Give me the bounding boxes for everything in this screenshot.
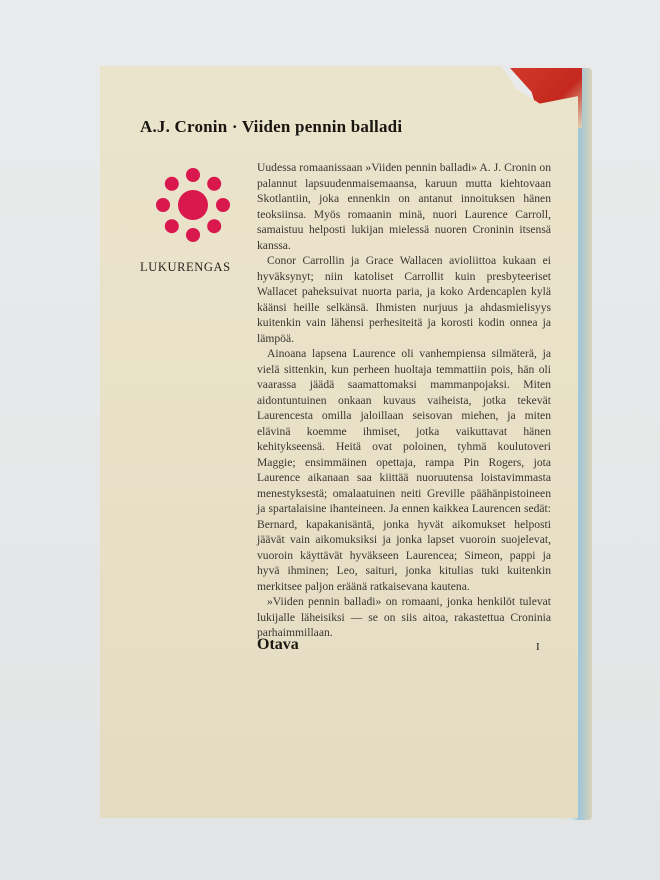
book-title: A.J. Cronin · Viiden pennin balladi [140,117,403,136]
blurb-paragraph: Uudessa romaanissaan »Viiden pennin balladi» A. J. Cronin on palannut lapsuudenmaisemaansa, karuun mutta kiehtovaan Skotlantiin, joka ennenkin on antanut innoituksen hänen teoksiinsa. Myös romaanin minä, nuori Laurence Carroll, samaistuu helposti lukijan mielessä nuoren Croninin itsensä kanssa. [257,161,551,252]
blurb-text [257,160,551,641]
page-mark: I [536,641,540,653]
publisher-name: Otava [257,636,299,653]
blurb-paragraph: Ainoana lapsena Laurence oli vanhempiensa silmäterä, ja vielä sittenkin, kun perheen huoltaja temmattiin pois, hän oli vaarassa jäädä saamattomaksi mammanpojaksi. Miten aidontuntuinen onkaan kuvaus vaiheista, jotka tekevät Laurencesta omilla jaloillaan seisovan miehen, ja miten elävinä koemme ihmiset, jotka vaikuttavat hänen kehitykseensä. Heitä ovat poloinen, tyhmä koulutoveri Maggie; ensimmäinen opettaja, rampa Pin Rogers, jota Laurence aikanaan saa kiittää nuoruutensa loistavimmasta menestyksestä; omalaatuinen neiti Greville päähänpistoineen ja spartalaisine ihanteineen. Ja ennen kaikkea Laurencen sedät: Bernard, kapakanisäntä, jonka hyvät aikomukset helposti jäävät vain aikomuksiksi ja jonka lapset vuoroin suojelevat, vuoroin käyttävät hyväkseen Laurencea; Simeon, pappi ja hyvä ihminen; Leo, saituri, jonka kitulias tuki kuitenkin merkitsee paljon eräänä ratkaisevana kautena. [257,347,551,593]
blurb-paragraph: »Viiden pennin balladi» on romaani, jonka henkilöt tulevat lukijalle läheisiksi — se on siis aitoa, rakastettua Croninia parhaimmillaan. [257,595,551,639]
blurb-paragraph: Conor Carrollin ja Grace Wallacen avioliittoa kukaan ei hyväksynyt; niin katoliset Carrollit kuin presbyteeriset Wallacet paheksuivat nuorta paria, ja koko Ardencaplen kylä käänsi heille selkänsä. Ihmisten nurjuus ja ahdasmielisyys kuitenkin vain lähensi perhesiteitä ja korosti kodin onnea ja lämpöä. [257,254,551,345]
series-label: LUKURENGAS [140,260,231,274]
flower-rosette-icon [154,166,232,244]
